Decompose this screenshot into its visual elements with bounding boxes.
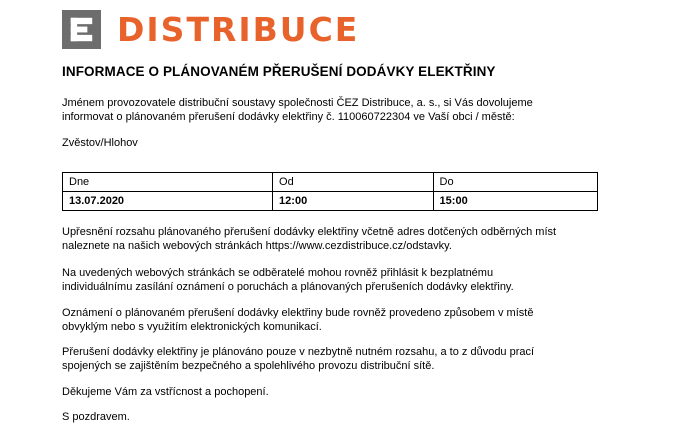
value-from: 12:00 [273,192,434,211]
location-text: Zvěstov/Hlohov [62,137,138,149]
closing-text: S pozdravem. [62,411,130,423]
paragraph-line: Na uvedených webových stránkách se odběratelé mohou rovněž přihlásit k bezplatnému [62,267,494,279]
value-to: 15:00 [433,192,597,211]
header-date: Dne [63,173,273,192]
outage-table [62,172,598,211]
paragraph-line: Upřesnění rozsahu plánovaného přerušení dodávky elektřiny včetně adres dotčených odběrných míst [62,226,557,238]
thanks-text: Děkujeme Vám za vstřícnost a pochopení. [62,386,269,398]
page-title: INFORMACE O PLÁNOVANÉM PŘERUŠENÍ DODÁVKY ELEKTŘINY [62,64,496,79]
paragraph-line: obvyklým nebo s využitím elektronických komunikací. [62,321,322,333]
paragraph-announcement [62,306,602,334]
paragraph-line: naleznete na našich webových stránkách https://www.cezdistribuce.cz/odstavky. [62,240,452,252]
cez-logo-icon [62,10,101,49]
header-from: Od [273,173,434,192]
paragraph-line: spojených se zajištěním bezpečného a spolehlivého provozu distribuční sítě. [62,360,435,372]
brand-text: DISTRIBUCE [117,10,360,49]
intro-paragraph [62,96,602,124]
paragraph-line: Přerušení dodávky elektřiny je plánováno pouze v nezbytně nutném rozsahu, a to z důvodu prací [62,346,535,358]
paragraph-subscription [62,266,602,294]
paragraph-scope [62,345,602,373]
header-to: Do [433,173,597,192]
table-header-row [63,173,598,192]
intro-line-1: Jménem provozovatele distribuční soustavy společnosti ČEZ Distribuce, a. s., si Vás dovolujeme [62,97,533,109]
paragraph-line: Oznámení o plánovaném přerušení dodávky elektřiny bude rovněž provedeno způsobem v místě [62,307,534,319]
paragraph-details [62,225,602,253]
intro-line-2: informovat o plánovaném přerušení dodávky elektřiny č. 110060722304 ve Vaší obci / městě: [62,111,515,123]
paragraph-line: individuálnímu zasílání oznámení o poruchách a plánovaných přerušeních dodávky elektřiny. [62,281,514,293]
company-logo [62,10,359,49]
table-row [63,192,598,211]
value-date: 13.07.2020 [63,192,273,211]
